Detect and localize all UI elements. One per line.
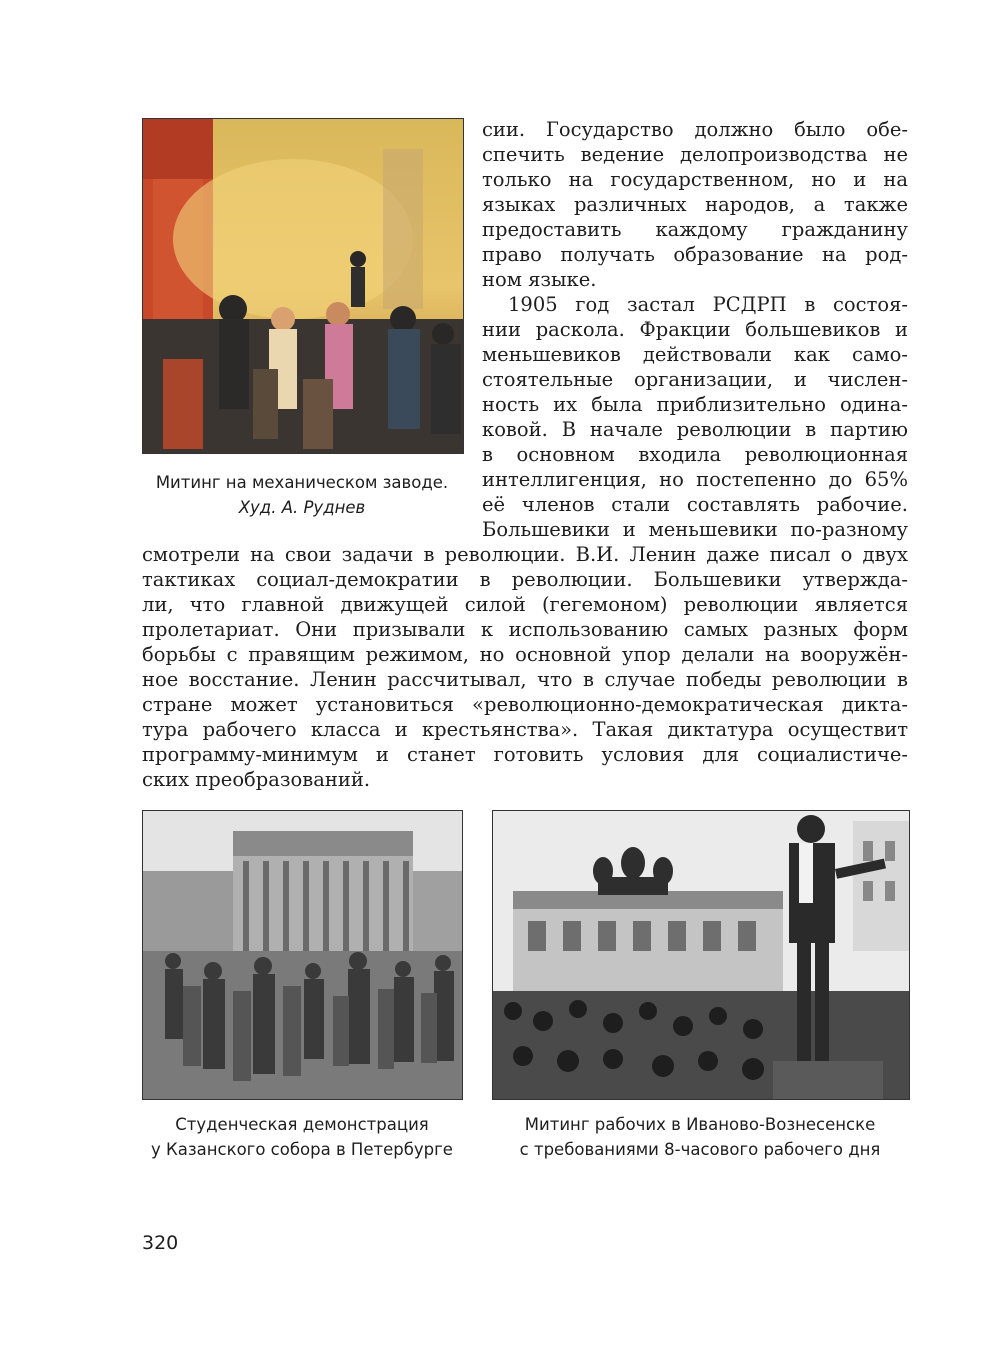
text-line: смотрели на свои задачи в революции. В.И. Ленин даже писал о двух	[142, 543, 908, 566]
text-line: сии. Государство должно было обе-	[482, 118, 908, 141]
figure2-caption: Студенческая демонстрация у Казанского собора в Петербурге	[151, 1115, 453, 1159]
text-line: программу-минимум и станет готовить условия для социалистиче-	[142, 743, 908, 766]
text-line: тактиках социал-демократии в революции. Большевики утвержда-	[142, 568, 908, 591]
text-line: ских преобразований.	[142, 768, 371, 791]
text-line: интеллигенция, но постепенно до 65%	[482, 468, 908, 491]
text-line: пролетариат. Они призывали к использованию самых разных форм	[142, 618, 908, 641]
text-line: право получать образование на род-	[482, 243, 908, 266]
figure3-caption: Митинг рабочих в Иваново-Вознесенске с требованиями 8-часового рабочего дня	[519, 1115, 881, 1159]
text-line: языках различных народов, а также	[482, 193, 908, 216]
text-line: ном языке.	[482, 268, 597, 291]
text-line: только на государственном, но и на	[482, 168, 908, 191]
text-line: спечить ведение делопроизводства не	[482, 143, 908, 166]
text-line: ность их была приблизительно одина-	[482, 393, 908, 416]
text-line: её членов стали составлять рабочие.	[482, 493, 908, 516]
text-line: нии раскола. Фракции большевиков и	[482, 318, 908, 341]
text-line: предоставить каждому гражданину	[482, 218, 908, 241]
photo-student-demonstration	[142, 810, 463, 1100]
text-line: ковой. В начале революции в партию	[482, 418, 908, 441]
text-line: тура рабочего класса и крестьянства». Такая диктатура осуществит	[142, 718, 908, 741]
text-line: в основном входила революционная	[482, 443, 908, 466]
text-line: стоятельные организации, и числен-	[482, 368, 908, 391]
text-line: борьбы с правящим режимом, но основной упор делали на вооружён-	[142, 643, 908, 666]
text-line: 1905 год застал РСДРП в состоя-	[508, 293, 908, 316]
text-line: ное восстание. Ленин рассчитывал, что в случае победы революции в	[142, 668, 908, 691]
text-line: меньшевиков действовали как само-	[482, 343, 908, 366]
text-line: Большевики и меньшевики по-разному	[482, 518, 908, 541]
drawing-workers-rally	[492, 810, 910, 1100]
page-number: 320	[142, 1232, 179, 1254]
text-line: стране может установиться «революционно-демократическая дикта-	[142, 693, 908, 716]
figure1-caption: Митинг на механическом заводе. Худ. А. Руднев	[155, 473, 449, 517]
painting-rally-at-factory	[142, 118, 464, 454]
text-line: ли, что главной движущей силой (гегемоном) революции является	[142, 593, 908, 616]
